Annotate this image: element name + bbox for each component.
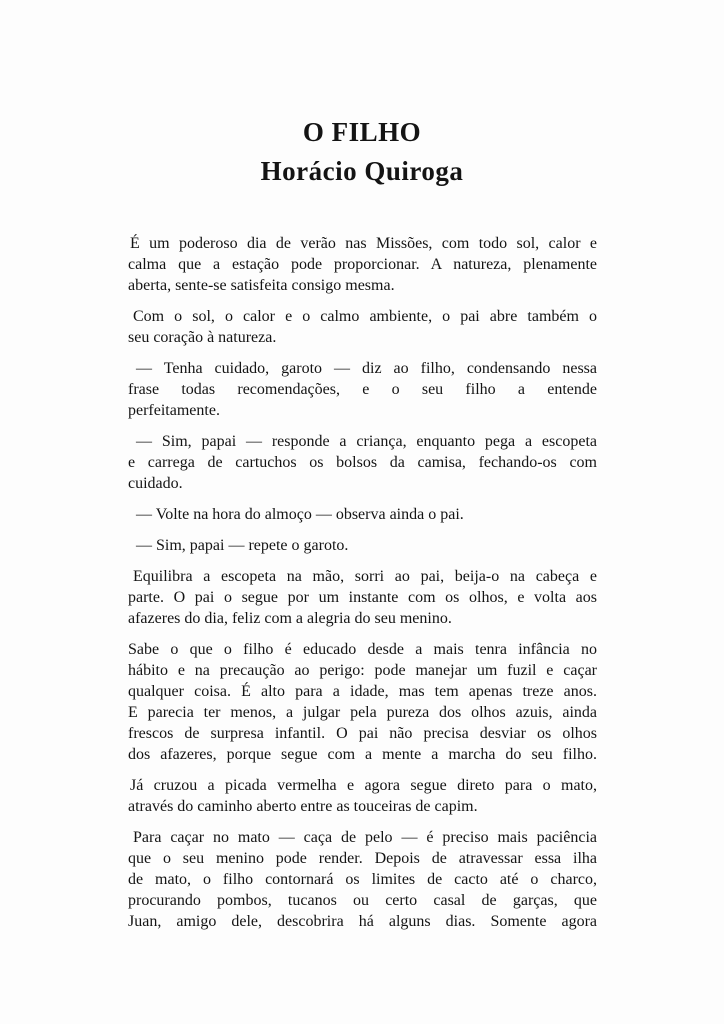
text-line: através do caminho aberto entre as touceiras de capim. bbox=[128, 798, 478, 815]
text-line: — Sim, papai — repete o garoto. bbox=[136, 537, 349, 554]
text-line: e carrega de cartuchos os bolsos da camisa, fechando-os com bbox=[128, 454, 597, 471]
text-line: de mato, o filho contornará os limites de cacto até o charco, bbox=[128, 871, 597, 888]
paragraph bbox=[128, 358, 597, 421]
text-line: seu coração à natureza. bbox=[128, 329, 277, 346]
paragraph bbox=[128, 775, 597, 817]
page-title: O FILHO bbox=[302, 117, 422, 147]
text-line: Para caçar no mato — caça de pelo — é preciso mais paciência bbox=[133, 829, 597, 846]
paragraph bbox=[128, 566, 597, 629]
text-line: — Volte na hora do almoço — observa ainda o pai. bbox=[136, 506, 464, 523]
text-line: Já cruzou a picada vermelha e agora segue direto para o mato, bbox=[130, 777, 597, 794]
text-line: afazeres do dia, feliz com a alegria do seu menino. bbox=[128, 610, 452, 627]
text-line: — Sim, papai — responde a criança, enquanto pega a escopeta bbox=[136, 433, 597, 450]
text-line: aberta, sente-se satisfeita consigo mesma. bbox=[128, 277, 395, 294]
text-line: parte. O pai o segue por um instante com os olhos, e volta aos bbox=[128, 589, 597, 606]
page-body bbox=[128, 233, 597, 942]
paragraph bbox=[128, 504, 597, 525]
text-line: E parecia ter menos, a julgar pela pureza dos olhos azuis, ainda bbox=[128, 704, 597, 721]
text-line: frescos de surpresa infantil. O pai não precisa desviar os olhos bbox=[128, 725, 597, 742]
text-line: Com o sol, o calor e o calmo ambiente, o pai abre também o bbox=[133, 308, 597, 325]
text-line: — Tenha cuidado, garoto — diz ao filho, condensando nessa bbox=[136, 360, 597, 377]
author-name: Horácio Quiroga bbox=[260, 156, 464, 186]
text-line: Juan, amigo dele, descobrira há alguns dias. Somente agora bbox=[128, 913, 597, 930]
text-line: qualquer coisa. É alto para a idade, mas tem apenas treze anos. bbox=[128, 683, 597, 700]
paragraph bbox=[128, 233, 597, 296]
text-line: dos afazeres, porque segue com a mente a marcha do seu filho. bbox=[128, 746, 597, 763]
paragraph bbox=[128, 431, 597, 494]
text-line: calma que a estação pode proporcionar. A natureza, plenamente bbox=[128, 256, 597, 273]
paragraph bbox=[128, 306, 597, 348]
text-line: perfeitamente. bbox=[128, 402, 220, 419]
text-line: cuidado. bbox=[128, 475, 183, 492]
text-line: Sabe o que o filho é educado desde a mais tenra infância no bbox=[128, 641, 597, 658]
text-line: procurando pombos, tucanos ou certo casal de garças, que bbox=[128, 892, 597, 909]
text-line: frase todas recomendações, e o seu filho a entende bbox=[128, 381, 597, 398]
paragraph bbox=[128, 827, 597, 932]
text-line: Equilibra a escopeta na mão, sorri ao pai, beija-o na cabeça e bbox=[133, 568, 597, 585]
text-line: que o seu menino pode render. Depois de atravessar essa ilha bbox=[128, 850, 597, 867]
text-line: hábito e na precaução ao perigo: pode manejar um fuzil e caçar bbox=[128, 662, 597, 679]
text-line: É um poderoso dia de verão nas Missões, com todo sol, calor e bbox=[130, 235, 597, 252]
title-block bbox=[0, 113, 724, 191]
paragraph bbox=[128, 639, 597, 765]
paragraph bbox=[128, 535, 597, 556]
